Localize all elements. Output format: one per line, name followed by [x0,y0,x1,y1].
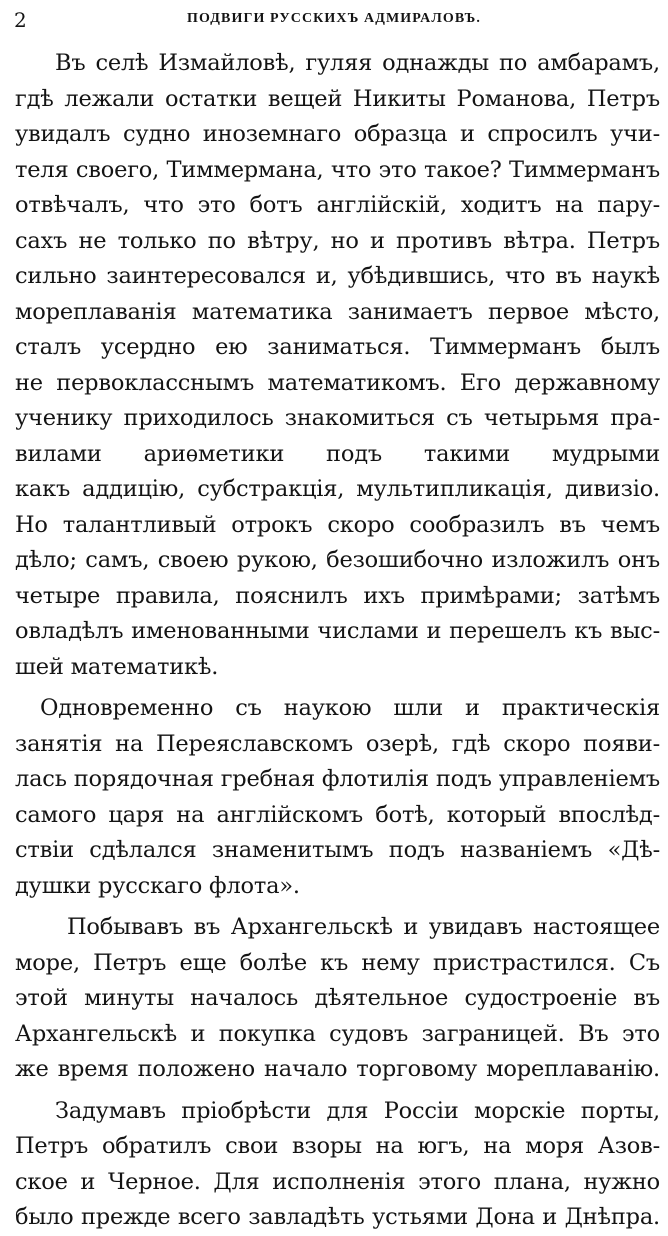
text-line: не первокласснымъ математикомъ. Его державному [15,369,660,396]
paragraph [15,691,660,904]
text-line: какъ аддицію, субстракція, мультипликація, дивизіо. [15,476,660,502]
text-line: душки русскаго флота». [15,872,300,899]
text-line: отвѣчалъ, что это ботъ англійскій, ходитъ на пару- [15,192,660,218]
text-line: увидалъ судно иноземнаго образца и спросилъ учи- [15,121,660,147]
text-line: мореплаванія математика занимаетъ первое мѣсто, [15,298,660,325]
page-header [14,8,654,34]
text-line: ученику приходилось знакомиться съ четырьмя пра- [15,405,660,431]
text-line: Побывавъ въ Архангельскѣ и увидавъ настоящее [67,914,660,940]
text-line: овладѣлъ именованными числами и перешелъ къ выс- [15,618,660,644]
text-line: Архангельскѣ и покупка судовъ заграницей. Въ это [15,1020,660,1047]
text-line: же время положено начало торговому мореплаванію. [15,1056,660,1082]
text-line: Задумавъ пріобрѣсти для Россіи морскіе порты, [55,1097,660,1124]
text-line: Одновременно съ наукою шли и практическія [40,695,660,721]
text-line: вилами ариѳметики подъ такими мудрыми [15,440,660,467]
running-head: ПОДВИГИ РУССКИХЪ АДМИРАЛОВЪ. [187,11,481,26]
paragraph [15,46,660,685]
text-line: самого царя на англійскомъ ботѣ, который впослѣд- [15,801,660,828]
text-line: было прежде всего завладѣть устьями Дона и Днѣпра. [15,1204,660,1230]
text-line: Въ селѣ Измайловѣ, гуляя однажды по амбарамъ, [55,50,660,76]
text-line: ское и Черное. Для исполненія этого плана, нужно [15,1168,660,1195]
paragraph [15,910,660,1088]
text-line: занятія на Переяславскомъ озерѣ, гдѣ скоро появи- [15,730,660,757]
text-line: ствіи сдѣлался знаменитымъ подъ названіемъ «Дѣ- [15,837,660,863]
text-line: Но талантливый отрокъ скоро сообразилъ въ чемъ [15,511,660,538]
text-line: дѣло; самъ, своею рукою, безошибочно изложилъ онъ [15,547,660,573]
text-line: этой минуты началось дѣятельное судостроеніе въ [15,985,660,1011]
text-line: гдѣ лежали остатки вещей Никиты Романова, Петръ [15,85,660,112]
text-line: Петръ обратилъ свои взоры на югъ, на моря Азов- [15,1133,660,1159]
text-line: четыре правила, пояснилъ ихъ примѣрами; затѣмъ [15,582,660,609]
text-line: сахъ не только по вѣтру, но и противъ вѣтра. Петръ [15,227,660,254]
paragraph [15,1094,660,1236]
body-text [15,46,660,1236]
text-line: море, Петръ еще болѣе къ нему пристрастился. Съ [15,949,660,976]
text-line: сталъ усердно ею заниматься. Тиммерманъ былъ [15,334,660,360]
text-line: шей математикѣ. [15,653,219,680]
text-line: лась порядочная гребная флотилія подъ управленіемъ [15,766,660,792]
page-number: 2 [14,8,27,32]
text-line: сильно заинтересовался и, убѣдившись, что въ наукѣ [15,263,660,289]
text-line: теля своего, Тиммермана, что это такое? Тиммерманъ [15,156,660,183]
